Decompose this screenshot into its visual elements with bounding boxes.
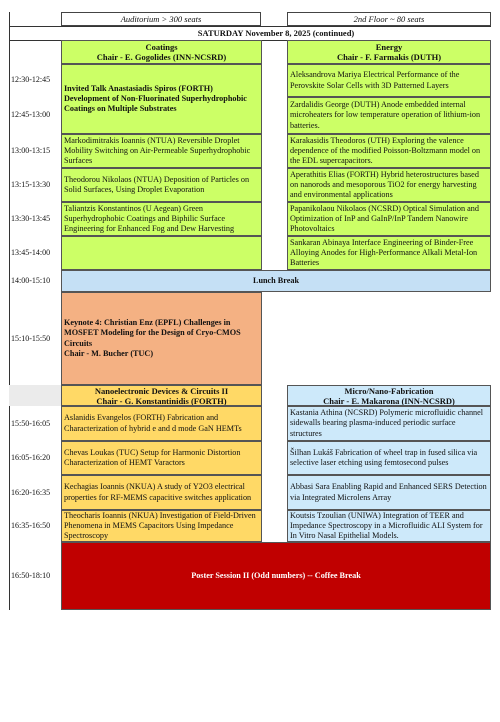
session-chair: Chair - G. Konstantinidis (FORTH) [96, 395, 227, 406]
session-chair: Chair - E. Makarona (INN-NCSRD) [323, 395, 455, 406]
session-title: Micro/Nano-Fabrication [344, 385, 434, 396]
talk-item: Sankaran Abinaya Interface Engineering of Binder-Free Alloying Anodes for High-Performance Alkali Metal-Ion Batteries [287, 236, 491, 270]
session-title: Energy [375, 42, 403, 52]
talk-item: Theocharis Ioannis (NKUA) Investigation of Field-Driven Phenomena in MEMS Capacitors Using Impedance Spectroscopy [61, 510, 262, 542]
time-slot: 13:00-13:15 [11, 146, 51, 155]
time-slot: 15:50-16:05 [11, 418, 51, 428]
talk-item: Kechagias Ioannis (NKUA) A study of Y2O3 electrical properties for RF-MEMS capacitive switches application [61, 475, 262, 510]
time-slot: 16:35-16:50 [11, 521, 51, 530]
time-slot: 16:05-16:20 [11, 453, 51, 462]
talk-invited: Invited Talk Anastasiadis Spiros (FORTH) Development of Non-Fluorinated Superhydrophobic Coatings on Multiple Substrates [61, 64, 262, 134]
venue-left: Auditorium > 300 seats [61, 12, 261, 26]
talk-item: Taliantzis Konstantinos (U Aegean) Green Superhydrophobic Coatings and Biphilic Surface Engineering for Enhanced Fog and Dew Harvesting [61, 202, 262, 236]
talk-item: Markodimitrakis Ioannis (NTUA) Reversible Droplet Mobility Switching on Air-Permeable Superhydrophobic Surfaces [61, 134, 262, 168]
empty-slot [61, 236, 262, 270]
session-header-coatings [61, 40, 262, 64]
time-slot: 13:45-14:00 [11, 248, 51, 257]
time-slot: 13:15-13:30 [11, 180, 51, 189]
time-slot: 16:20-16:35 [11, 487, 51, 497]
talk-item: Aslanidis Evangelos (FORTH) Fabrication and Characterization of hybrid e and d mode GaN HEMTs [61, 406, 262, 441]
day-title: SATURDAY November 8, 2025 (continued) [197, 28, 355, 38]
talk-item: Koutsis Tzoulian (UNIWA) Integration of TEER and Impedance Spectroscopy in a Microfluidic ALI System for In Vitro Nasal Epithelial Models. [287, 510, 491, 542]
talk-item: Šilhan Lukáš Fabrication of wheel trap in fused silica via selective laser etching using femtosecond pulses [287, 441, 491, 475]
poster-session: Poster Session II (Odd numbers) -- Coffee Break [61, 542, 491, 610]
session-header-energy [287, 40, 491, 64]
keynote-block [61, 292, 262, 385]
time-slot: 16:50-18:10 [11, 571, 51, 580]
session-header-nano [61, 385, 262, 406]
session-title: Coatings [145, 42, 178, 52]
venue-right: 2nd Floor ~ 80 seats [287, 12, 491, 26]
time-slot: 12:45-13:00 [11, 110, 51, 119]
session-chair: Chair - F. Farmakis (DUTH) [336, 52, 442, 62]
time-slot: 15:10-15:50 [11, 333, 51, 343]
lunch-break: Lunch Break [61, 270, 491, 292]
session-title: Nanoelectronic Devices & Circuits II [94, 385, 229, 396]
talk-item: Karakasidis Theodoros (UTH) Exploring the valence dependence of the modified Poisson-Boltzmann model on the EDL supercapacitors. [287, 134, 491, 168]
talk-item: Zardalidis George (DUTH) Anode embedded internal microheaters for low temperature operation of lithium-ion batteries. [287, 97, 491, 134]
time-slot: 13:30-13:45 [11, 214, 51, 223]
time-slot: 12:30-12:45 [11, 75, 51, 84]
talk-item: Aleksandrova Mariya Electrical Performance of the Perovskite Solar Cells with 3D Patterned Layers [287, 64, 491, 97]
talk-item: Theodorou Nikolaos (NTUA) Deposition of Particles on Solid Surfaces, Using Droplet Evaporation [61, 168, 262, 202]
keynote-talk: Keynote 4: Christian Enz (EPFL) Challenges in MOSFET Modeling for the Design of Cryo-CMOS Circuits [64, 318, 241, 348]
session-chair: Chair - E. Gogolides (INN-NCSRD) [96, 52, 227, 62]
time-slot: 14:00-15:10 [11, 276, 51, 285]
talk-item: Papanikolaou Nikolaos (NCSRD) Optical Simulation and Optimization of InP and GaInP/InP Tandem Nanowire Photovoltaics [287, 202, 491, 236]
talk-item: Abbasi Sara Enabling Rapid and Enhanced SERS Detection via Integrated Microlens Array [287, 475, 491, 510]
talk-item: Aperathitis Elias (FORTH) Hybrid heterostructures based on nanorods and mesoporous TiO2 for energy harvesting and environmental applications [287, 168, 491, 202]
keynote-chair: Chair - M. Bucher (TUC) [64, 348, 154, 358]
session-header-micro [287, 385, 491, 406]
talk-item: Kastania Athina (NCSRD) Polymeric microfluidic channel sidewalls bearing plasma-induced periodic surface structures [287, 406, 491, 441]
spacer-cell [9, 385, 61, 406]
talk-item: Chevas Loukas (TUC) Setup for Harmonic Distortion Characterization of HEMT Varactors [61, 441, 262, 475]
